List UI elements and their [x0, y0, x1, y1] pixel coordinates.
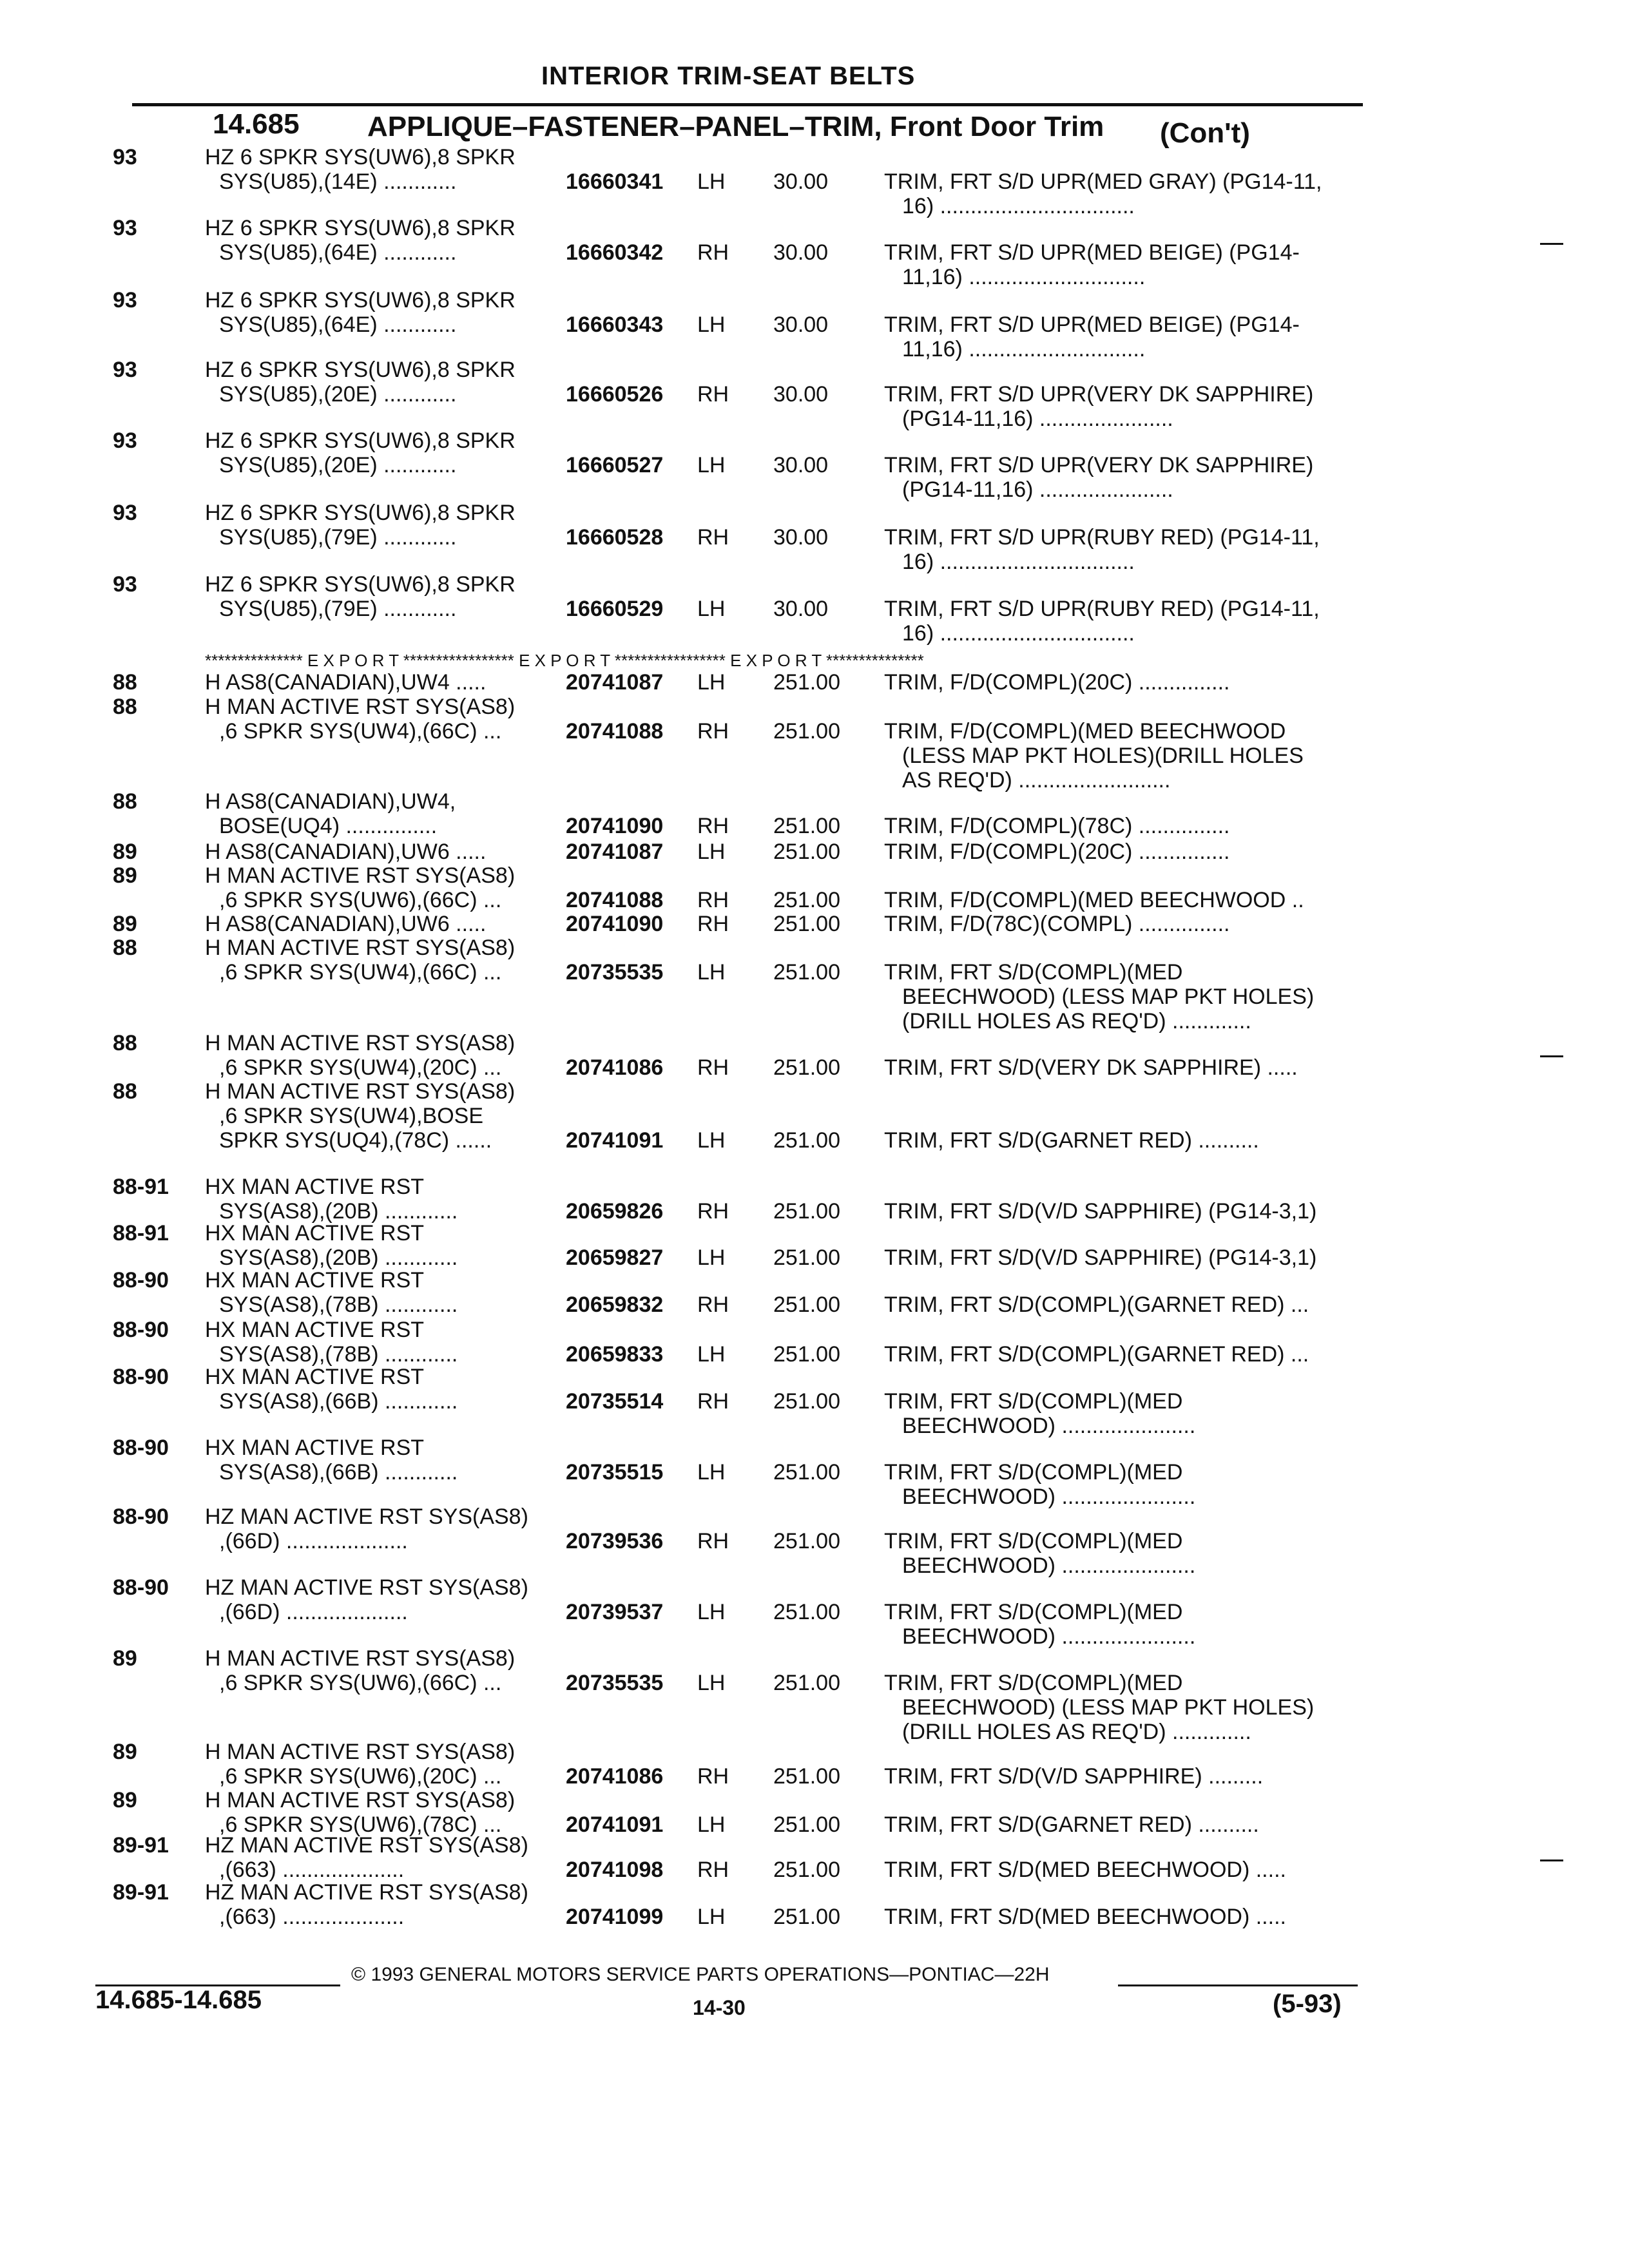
application-text: ,6 SPKR SYS(UW4),(66C) ... — [219, 719, 502, 744]
part-description: TRIM, FRT S/D(COMPL)(MED — [884, 1600, 1183, 1624]
application-text: ,(663) .................... — [219, 1905, 405, 1929]
side-indicator: LH — [697, 1905, 726, 1929]
quantity: 30.00 — [773, 525, 829, 550]
part-description: TRIM, F/D(COMPL)(MED BEECHWOOD .. — [884, 888, 1304, 912]
part-number: 20735535 — [566, 960, 664, 985]
application-text: ,6 SPKR SYS(UW6),(66C) ... — [219, 888, 502, 912]
margin-tick — [1540, 243, 1563, 245]
page-header-title: INTERIOR TRIM-SEAT BELTS — [541, 62, 916, 90]
application-text: ,(66D) .................... — [219, 1600, 408, 1624]
side-indicator: RH — [697, 814, 729, 838]
part-description: BEECHWOOD) ...................... — [902, 1624, 1196, 1649]
part-number: 20739537 — [566, 1600, 664, 1624]
side-indicator: LH — [697, 1812, 726, 1837]
quantity: 251.00 — [773, 1764, 840, 1789]
application-text: ,6 SPKR SYS(UW6),(78C) ... — [219, 1812, 502, 1837]
model-year: 89 — [113, 912, 137, 936]
application-text: SYS(U85),(79E) ............ — [219, 525, 457, 550]
application-text: SYS(U85),(64E) ............ — [219, 312, 457, 337]
application-text: HZ MAN ACTIVE RST SYS(AS8) — [205, 1880, 528, 1905]
part-number: 20739536 — [566, 1529, 664, 1553]
part-description: TRIM, FRT S/D UPR(MED BEIGE) (PG14- — [884, 240, 1300, 265]
side-indicator: RH — [697, 1293, 729, 1317]
side-indicator: RH — [697, 888, 729, 912]
part-number: 20741086 — [566, 1764, 664, 1789]
quantity: 30.00 — [773, 382, 829, 407]
quantity: 251.00 — [773, 1293, 840, 1317]
application-text: H AS8(CANADIAN),UW6 ..... — [205, 840, 487, 864]
part-description: TRIM, FRT S/D(COMPL)(MED — [884, 1529, 1183, 1553]
part-number: 16660343 — [566, 312, 664, 337]
part-number: 16660529 — [566, 597, 664, 621]
model-year: 93 — [113, 216, 137, 240]
side-indicator: LH — [697, 312, 726, 337]
side-indicator: RH — [697, 1858, 729, 1882]
side-indicator: RH — [697, 1389, 729, 1414]
model-year: 93 — [113, 428, 137, 453]
section-title: APPLIQUE–FASTENER–PANEL–TRIM, Front Door Trim — [367, 111, 1104, 142]
model-year: 89-91 — [113, 1833, 169, 1858]
application-text: H MAN ACTIVE RST SYS(AS8) — [205, 1740, 516, 1764]
part-description: TRIM, F/D(COMPL)(20C) ............... — [884, 670, 1230, 695]
model-year: 93 — [113, 501, 137, 525]
quantity: 251.00 — [773, 814, 840, 838]
footer-date: (5-93) — [1273, 1990, 1342, 2018]
part-number: 16660527 — [566, 453, 664, 477]
part-number: 20659826 — [566, 1199, 664, 1224]
model-year: 88-90 — [113, 1436, 169, 1460]
application-text: HX MAN ACTIVE RST — [205, 1436, 425, 1460]
part-description: BEECHWOOD) ...................... — [902, 1414, 1196, 1438]
part-number: 20741087 — [566, 840, 664, 864]
footer-copyright: © 1993 GENERAL MOTORS SERVICE PARTS OPERATIONS—PONTIAC—22H — [351, 1964, 1050, 1985]
quantity: 30.00 — [773, 597, 829, 621]
application-text: SYS(U85),(14E) ............ — [219, 169, 457, 194]
quantity: 251.00 — [773, 1199, 840, 1224]
part-number: 20741090 — [566, 912, 664, 936]
part-description: TRIM, FRT S/D UPR(MED BEIGE) (PG14- — [884, 312, 1300, 337]
quantity: 251.00 — [773, 1389, 840, 1414]
part-number: 16660526 — [566, 382, 664, 407]
part-description: (PG14-11,16) ...................... — [902, 477, 1173, 502]
margin-tick — [1540, 1055, 1563, 1057]
quantity: 251.00 — [773, 840, 840, 864]
part-description: 16) ................................ — [902, 621, 1135, 646]
application-text: H MAN ACTIVE RST SYS(AS8) — [205, 1079, 516, 1104]
application-text: HZ MAN ACTIVE RST SYS(AS8) — [205, 1575, 528, 1600]
application-text: SYS(AS8),(66B) ............ — [219, 1389, 458, 1414]
side-indicator: LH — [697, 169, 726, 194]
application-text: H MAN ACTIVE RST SYS(AS8) — [205, 1031, 516, 1055]
application-text: HZ 6 SPKR SYS(UW6),8 SPKR — [205, 501, 516, 525]
part-number: 20741090 — [566, 814, 664, 838]
part-description: TRIM, FRT S/D(COMPL)(GARNET RED) ... — [884, 1293, 1309, 1317]
side-indicator: LH — [697, 1128, 726, 1153]
margin-tick — [1540, 1860, 1563, 1861]
model-year: 88-90 — [113, 1318, 169, 1342]
part-description: (LESS MAP PKT HOLES)(DRILL HOLES — [902, 744, 1304, 768]
application-text: HX MAN ACTIVE RST — [205, 1268, 425, 1293]
application-text: HZ 6 SPKR SYS(UW6),8 SPKR — [205, 428, 516, 453]
export-banner: *************** E X P O R T ***************** E X P O R T ***************** E X P O R T *************** — [205, 651, 924, 670]
quantity: 30.00 — [773, 312, 829, 337]
part-description: BEECHWOOD) (LESS MAP PKT HOLES) — [902, 1695, 1315, 1720]
footer-page-number: 14-30 — [693, 1996, 746, 2019]
part-description: TRIM, FRT S/D(V/D SAPPHIRE) (PG14-3,1) — [884, 1199, 1317, 1224]
part-description: TRIM, F/D(78C)(COMPL) ............... — [884, 912, 1230, 936]
model-year: 88 — [113, 695, 137, 719]
part-description: (PG14-11,16) ...................... — [902, 407, 1173, 431]
model-year: 88-90 — [113, 1268, 169, 1293]
side-indicator: LH — [697, 840, 726, 864]
application-text: H AS8(CANADIAN),UW6 ..... — [205, 912, 487, 936]
application-text: HX MAN ACTIVE RST — [205, 1318, 425, 1342]
quantity: 30.00 — [773, 169, 829, 194]
side-indicator: LH — [697, 1460, 726, 1485]
quantity: 251.00 — [773, 1600, 840, 1624]
application-text: HZ 6 SPKR SYS(UW6),8 SPKR — [205, 358, 516, 382]
application-text: SYS(U85),(20E) ............ — [219, 453, 457, 477]
application-text: HZ 6 SPKR SYS(UW6),8 SPKR — [205, 572, 516, 597]
side-indicator: LH — [697, 453, 726, 477]
application-text: SYS(U85),(64E) ............ — [219, 240, 457, 265]
model-year: 88 — [113, 1079, 137, 1104]
application-text: SPKR SYS(UQ4),(78C) ...... — [219, 1128, 492, 1153]
application-text: HZ 6 SPKR SYS(UW6),8 SPKR — [205, 145, 516, 169]
application-text: ,6 SPKR SYS(UW4),BOSE — [219, 1104, 483, 1128]
model-year: 93 — [113, 572, 137, 597]
application-text: HX MAN ACTIVE RST — [205, 1175, 425, 1199]
part-description: TRIM, FRT S/D(COMPL)(GARNET RED) ... — [884, 1342, 1309, 1367]
part-description: BEECHWOOD) ...................... — [902, 1485, 1196, 1509]
application-text: H AS8(CANADIAN),UW4 ..... — [205, 670, 487, 695]
model-year: 89 — [113, 1740, 137, 1764]
model-year: 89 — [113, 1646, 137, 1671]
footer-section-range: 14.685-14.685 — [95, 1986, 262, 2014]
side-indicator: LH — [697, 1600, 726, 1624]
part-description: TRIM, FRT S/D(COMPL)(MED — [884, 960, 1183, 985]
application-text: SYS(AS8),(78B) ............ — [219, 1293, 458, 1317]
quantity: 251.00 — [773, 1128, 840, 1153]
application-text: ,(66D) .................... — [219, 1529, 408, 1553]
part-number: 20735535 — [566, 1671, 664, 1695]
part-description: TRIM, FRT S/D(COMPL)(MED — [884, 1460, 1183, 1485]
footer-rule-right — [1118, 1984, 1358, 1986]
application-text: SYS(U85),(79E) ............ — [219, 597, 457, 621]
application-text: SYS(AS8),(20B) ............ — [219, 1245, 458, 1270]
side-indicator: RH — [697, 1199, 729, 1224]
quantity: 30.00 — [773, 453, 829, 477]
part-number: 20741086 — [566, 1055, 664, 1080]
model-year: 93 — [113, 358, 137, 382]
quantity: 251.00 — [773, 1812, 840, 1837]
application-text: ,6 SPKR SYS(UW4),(66C) ... — [219, 960, 502, 985]
part-description: TRIM, FRT S/D(MED BEECHWOOD) ..... — [884, 1858, 1286, 1882]
part-description: TRIM, F/D(COMPL)(20C) ............... — [884, 840, 1230, 864]
quantity: 251.00 — [773, 719, 840, 744]
side-indicator: RH — [697, 240, 729, 265]
part-description: TRIM, FRT S/D(COMPL)(MED — [884, 1671, 1183, 1695]
side-indicator: RH — [697, 912, 729, 936]
application-text: H AS8(CANADIAN),UW4, — [205, 789, 456, 814]
part-number: 20741099 — [566, 1905, 664, 1929]
quantity: 30.00 — [773, 240, 829, 265]
part-number: 16660342 — [566, 240, 664, 265]
part-number: 16660528 — [566, 525, 664, 550]
part-number: 20741088 — [566, 888, 664, 912]
model-year: 88-91 — [113, 1175, 169, 1199]
part-description: TRIM, FRT S/D(VERY DK SAPPHIRE) ..... — [884, 1055, 1298, 1080]
part-description: BEECHWOOD) ...................... — [902, 1553, 1196, 1578]
application-text: HX MAN ACTIVE RST — [205, 1221, 425, 1245]
part-description: (DRILL HOLES AS REQ'D) ............. — [902, 1009, 1251, 1033]
part-description: TRIM, FRT S/D(MED BEECHWOOD) ..... — [884, 1905, 1286, 1929]
side-indicator: RH — [697, 1055, 729, 1080]
application-text: ,6 SPKR SYS(UW4),(20C) ... — [219, 1055, 502, 1080]
quantity: 251.00 — [773, 960, 840, 985]
part-number: 20741087 — [566, 670, 664, 695]
quantity: 251.00 — [773, 1671, 840, 1695]
application-text: ,6 SPKR SYS(UW6),(20C) ... — [219, 1764, 502, 1789]
application-text: SYS(AS8),(66B) ............ — [219, 1460, 458, 1485]
part-description: 16) ................................ — [902, 550, 1135, 574]
model-year: 88 — [113, 670, 137, 695]
application-text: SYS(U85),(20E) ............ — [219, 382, 457, 407]
side-indicator: LH — [697, 960, 726, 985]
model-year: 89 — [113, 840, 137, 864]
part-description: TRIM, FRT S/D(GARNET RED) .......... — [884, 1128, 1259, 1153]
application-text: HZ MAN ACTIVE RST SYS(AS8) — [205, 1833, 528, 1858]
model-year: 88 — [113, 789, 137, 814]
part-number: 20741091 — [566, 1812, 664, 1837]
side-indicator: LH — [697, 1245, 726, 1270]
quantity: 251.00 — [773, 1858, 840, 1882]
application-text: H MAN ACTIVE RST SYS(AS8) — [205, 1788, 516, 1812]
section-continued: (Con't) — [1160, 117, 1250, 149]
quantity: 251.00 — [773, 670, 840, 695]
model-year: 88 — [113, 1031, 137, 1055]
quantity: 251.00 — [773, 912, 840, 936]
application-text: H MAN ACTIVE RST SYS(AS8) — [205, 695, 516, 719]
section-number: 14.685 — [213, 108, 300, 140]
part-description: TRIM, F/D(COMPL)(78C) ............... — [884, 814, 1230, 838]
part-description: (DRILL HOLES AS REQ'D) ............. — [902, 1720, 1251, 1744]
quantity: 251.00 — [773, 888, 840, 912]
model-year: 93 — [113, 145, 137, 169]
application-text: H MAN ACTIVE RST SYS(AS8) — [205, 1646, 516, 1671]
application-text: BOSE(UQ4) ............... — [219, 814, 438, 838]
part-description: AS REQ'D) ......................... — [902, 768, 1171, 793]
part-number: 20741088 — [566, 719, 664, 744]
part-description: 11,16) ............................. — [902, 337, 1146, 361]
part-description: TRIM, FRT S/D(GARNET RED) .......... — [884, 1812, 1259, 1837]
model-year: 93 — [113, 288, 137, 312]
part-number: 20659827 — [566, 1245, 664, 1270]
model-year: 89-91 — [113, 1880, 169, 1905]
part-description: TRIM, FRT S/D(V/D SAPPHIRE) ......... — [884, 1764, 1264, 1789]
application-text: HX MAN ACTIVE RST — [205, 1365, 425, 1389]
model-year: 88-90 — [113, 1504, 169, 1529]
part-description: 16) ................................ — [902, 194, 1135, 218]
application-text: SYS(AS8),(20B) ............ — [219, 1199, 458, 1224]
side-indicator: RH — [697, 382, 729, 407]
part-description: TRIM, FRT S/D UPR(MED GRAY) (PG14-11, — [884, 169, 1322, 194]
part-description: TRIM, FRT S/D UPR(VERY DK SAPPHIRE) — [884, 453, 1314, 477]
quantity: 251.00 — [773, 1905, 840, 1929]
part-number: 16660341 — [566, 169, 664, 194]
side-indicator: RH — [697, 1764, 729, 1789]
side-indicator: LH — [697, 670, 726, 695]
application-text: H MAN ACTIVE RST SYS(AS8) — [205, 863, 516, 888]
model-year: 88-91 — [113, 1221, 169, 1245]
part-number: 20741091 — [566, 1128, 664, 1153]
part-description: TRIM, FRT S/D UPR(RUBY RED) (PG14-11, — [884, 597, 1320, 621]
part-number: 20659833 — [566, 1342, 664, 1367]
part-number: 20659832 — [566, 1293, 664, 1317]
quantity: 251.00 — [773, 1460, 840, 1485]
model-year: 88 — [113, 936, 137, 960]
model-year: 88-90 — [113, 1365, 169, 1389]
quantity: 251.00 — [773, 1055, 840, 1080]
model-year: 89 — [113, 863, 137, 888]
application-text: ,6 SPKR SYS(UW6),(66C) ... — [219, 1671, 502, 1695]
part-description: TRIM, FRT S/D UPR(VERY DK SAPPHIRE) — [884, 382, 1314, 407]
part-description: BEECHWOOD) (LESS MAP PKT HOLES) — [902, 985, 1315, 1009]
part-number: 20741098 — [566, 1858, 664, 1882]
application-text: ,(663) .................... — [219, 1858, 405, 1882]
side-indicator: RH — [697, 719, 729, 744]
application-text: H MAN ACTIVE RST SYS(AS8) — [205, 936, 516, 960]
application-text: SYS(AS8),(78B) ............ — [219, 1342, 458, 1367]
part-description: 11,16) ............................. — [902, 265, 1146, 289]
quantity: 251.00 — [773, 1342, 840, 1367]
application-text: HZ 6 SPKR SYS(UW6),8 SPKR — [205, 288, 516, 312]
quantity: 251.00 — [773, 1529, 840, 1553]
part-description: TRIM, F/D(COMPL)(MED BEECHWOOD — [884, 719, 1286, 744]
side-indicator: RH — [697, 1529, 729, 1553]
application-text: HZ 6 SPKR SYS(UW6),8 SPKR — [205, 216, 516, 240]
part-description: TRIM, FRT S/D(V/D SAPPHIRE) (PG14-3,1) — [884, 1245, 1317, 1270]
part-number: 20735514 — [566, 1389, 664, 1414]
quantity: 251.00 — [773, 1245, 840, 1270]
model-year: 89 — [113, 1788, 137, 1812]
part-description: TRIM, FRT S/D(COMPL)(MED — [884, 1389, 1183, 1414]
side-indicator: LH — [697, 597, 726, 621]
part-number: 20735515 — [566, 1460, 664, 1485]
side-indicator: LH — [697, 1342, 726, 1367]
side-indicator: LH — [697, 1671, 726, 1695]
part-description: TRIM, FRT S/D UPR(RUBY RED) (PG14-11, — [884, 525, 1320, 550]
side-indicator: RH — [697, 525, 729, 550]
application-text: HZ MAN ACTIVE RST SYS(AS8) — [205, 1504, 528, 1529]
model-year: 88-90 — [113, 1575, 169, 1600]
